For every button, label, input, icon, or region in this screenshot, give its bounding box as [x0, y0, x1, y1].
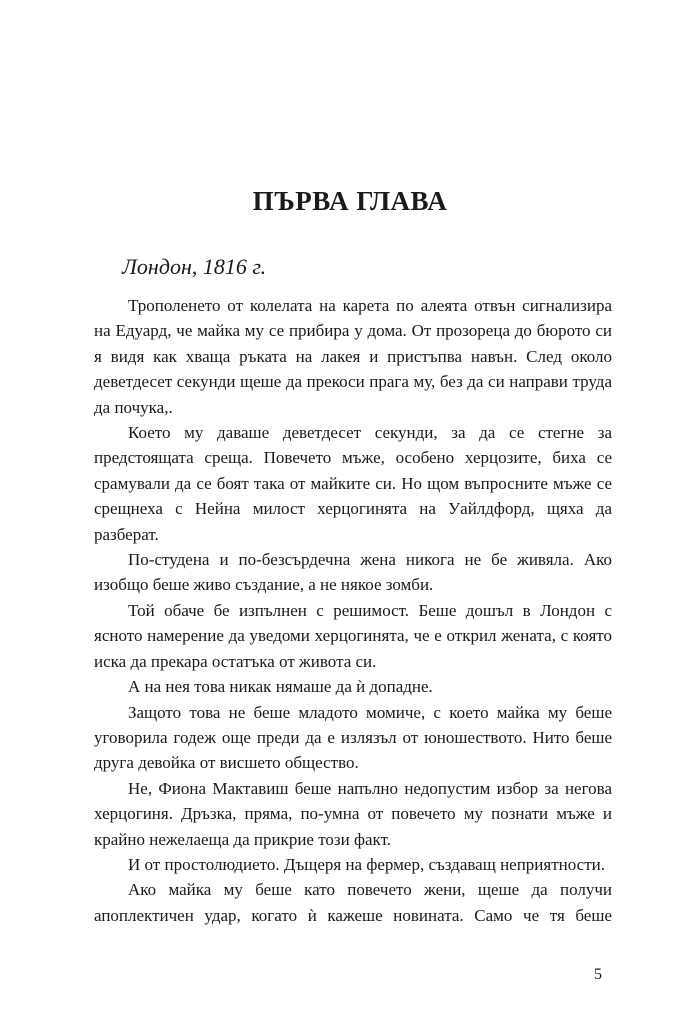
paragraph: Трополенето от колелата на карета по алеята отвън сигнализира на Едуард, че майка му се прибира у дома. От прозореца до бюрото си я видя как хваща ръката на лакея и пристъпва навън. След около деветдесет секунди щеше да прекоси прага му, без да си направи труда да почука,.: [94, 296, 612, 417]
paragraph: И от простолюдието. Дъщеря на фермер, създаващ неприятности.: [128, 854, 605, 874]
paragraph: Ако майка му беше като повечето жени, щеше да получи апоплектичен удар, когато ѝ кажеше новината. Само че тя беше: [94, 880, 612, 925]
page-number: 5: [594, 966, 602, 983]
paragraph: А на нея това никак нямаше да ѝ допадне.: [128, 677, 433, 697]
paragraph: По-студена и по-безсърдечна жена никога не бе живяла. Ако изобщо беше живо създание, а не някое зомби.: [94, 550, 612, 595]
paragraph: Той обаче бе изпълнен с решимост. Беше дошъл в Лондон с ясното намерение да уведоми херцогинята, че е открил жената, с която иска да прекара остатъка от живота си.: [94, 600, 612, 671]
paragraph: Не, Фиона Мактавиш беше напълно недопустим избор за негова херцогиня. Дръзка, пряма, по-умна от повечето му познати мъже и крайно нежелаеща да прикрие този факт.: [94, 778, 612, 849]
chapter-body: [94, 293, 612, 928]
chapter-title: ПЪРВА ГЛАВА: [252, 186, 448, 216]
paragraph: Защото това не беше младото момиче, с което майка му беше уговорила годеж още преди да е излязъл от юношеството. Нито беше друга девойка от висшето общество.: [94, 702, 612, 773]
place-date-heading: Лондон, 1816 г.: [122, 254, 267, 279]
paragraph: Което му даваше деветдесет секунди, за да се стегне за предстоящата среща. Повечето мъже, особено херцозите, биха се срамували да се боят така от майките си. Но щом въпросните мъже се срещнеха с Нейна милост херцогинята на Уайлдфорд, щяха да разберат.: [94, 423, 612, 544]
